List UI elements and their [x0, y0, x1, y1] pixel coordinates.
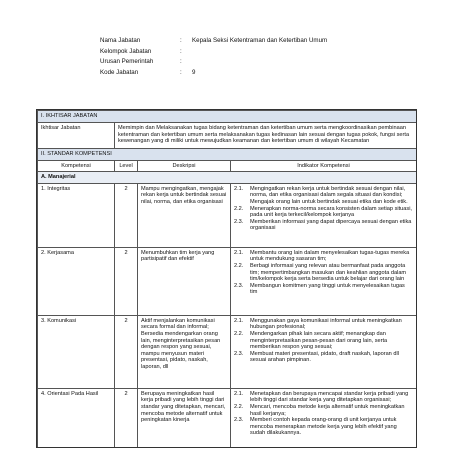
- indikator-number: 2.2.: [234, 331, 244, 338]
- ikhtisar-label: Ikhtisar Jabatan: [38, 123, 115, 149]
- header-sep: :: [180, 68, 182, 76]
- level-cell: 2: [115, 184, 138, 248]
- table-row: [38, 248, 417, 316]
- section-ikhtisar-title: I. IKHTISAR JABATAN: [38, 111, 417, 123]
- indikator-text: Memberi contoh kepada orang-orang di unit kerjanya untuk mencoba menerapkan metode kerja yang lebih efektif yang sudah dilakukannya.: [250, 417, 397, 437]
- indikator-number: 2.3.: [234, 218, 244, 225]
- section-standar-title: II. STANDAR KOMPETENSI: [38, 148, 417, 160]
- header-value: 9: [192, 68, 196, 76]
- kompetensi-cell: 3. Komunikasi: [38, 316, 115, 389]
- header-row-kelompok: [100, 47, 327, 58]
- indikator-number: 2.2.: [234, 205, 244, 212]
- deskripsi-cell: Mampu mengingatkan, mengajak rekan kerja untuk bertindak sesuai nilai, norma, dan etika organisasi: [138, 184, 231, 248]
- header-row-urusan: [100, 57, 327, 68]
- competency-table: [37, 110, 417, 448]
- indikator-item: [234, 417, 413, 437]
- indikator-number: 2.3.: [234, 282, 244, 289]
- column-header-indikator: Indikator Kompetensi: [231, 160, 417, 172]
- indikator-item: [234, 351, 413, 364]
- deskripsi-cell: Berupaya meningkatkan hasil kerja pribadi yang lebih tinggi dari standar yang ditetapkan, mencari, mencoba metode alternatif untuk peningkatan kinerja: [138, 389, 231, 448]
- competency-sheet: [36, 109, 417, 448]
- header-row-kode: [100, 68, 327, 79]
- header-label: Kelompok Jabatan: [100, 47, 152, 55]
- indikator-text: Memberikan informasi yang dapat dipercaya sesuai dengan etika organisasi: [250, 218, 412, 232]
- indikator-item: [234, 283, 413, 296]
- level-cell: 2: [115, 316, 138, 389]
- indikator-text: Menetapkan dan berupaya mencapai standar kerja pribadi yang lebih tinggi dari standar kerja yang ditetapkan organisasi;: [250, 390, 409, 404]
- indikator-item: [234, 250, 413, 263]
- header-label: Nama Jabatan: [100, 37, 141, 44]
- deskripsi-cell: Aktif menjalankan komunikasi secara formal dan informal; Bersedia mendengarkan orang lain, menginterpretasikan pesan dengan respon yang sesuai, mampu menyusun materi presentasi, pidato, naskah, laporan, dll: [138, 316, 231, 389]
- indikator-cell: [231, 184, 417, 248]
- level-cell: 2: [115, 248, 138, 316]
- header-sep: :: [180, 37, 182, 44]
- indikator-text: Menggunakan gaya komunikasi informal untuk meningkatkan hubungan profesional;: [250, 317, 402, 331]
- indikator-number: 2.3.: [234, 417, 244, 424]
- header-label: Kode Jabatan: [100, 68, 139, 76]
- table-row: [38, 316, 417, 389]
- indikator-text: Menerapkan norma-norma secara konsisten dalam setiap situasi, pada unit kerja terkecil/kelompok kerjanya: [250, 205, 412, 219]
- table-row: [38, 389, 417, 448]
- group-manajerial-title: A. Manajerial: [38, 172, 417, 184]
- indikator-number: 2.1.: [234, 317, 244, 324]
- header-sep: :: [180, 47, 182, 55]
- level-cell: 2: [115, 389, 138, 448]
- indikator-cell: [231, 248, 417, 316]
- indikator-text: Mendengarkan pihak lain secara aktif; menangkap dan menginterpretasikan pesan-pesan dari orang lain, serta memberikan respon yang sesuai;: [250, 331, 388, 351]
- indikator-item: [234, 331, 413, 351]
- indikator-text: Mengingatkan rekan kerja untuk bertindak sesuai dengan nilai, norma, dan etika organisasi dalam segala situasi dan kondisi; Mengajak orang lain untuk bertindak sesuai etika dan kode etik.: [250, 185, 408, 206]
- indikator-text: Membuat materi presentasi, pidato, draft naskah, laporan dll sesuai arahan pimpinan.: [250, 350, 399, 364]
- indikator-text: Berbagi informasi yang relevan atau bermanfaat pada anggota tim; mempertimbangkan masukan dan keahlian anggota dalam tim/kelompok kerja serta bersedia untuk belajar dari orang lain: [250, 263, 407, 283]
- indikator-item: [234, 263, 413, 283]
- indikator-number: 2.1.: [234, 249, 244, 256]
- indikator-number: 2.1.: [234, 390, 244, 397]
- indikator-number: 2.2.: [234, 263, 244, 270]
- indikator-item: [234, 206, 413, 219]
- indikator-item: [234, 186, 413, 206]
- deskripsi-cell: Menumbuhkan tim kerja yang partisipatif dan efektif: [138, 248, 231, 316]
- column-header-level: Level: [115, 160, 138, 172]
- kompetensi-cell: 1. Integritas: [38, 184, 115, 248]
- indikator-item: [234, 391, 413, 404]
- indikator-number: 2.2.: [234, 404, 244, 411]
- indikator-item: [234, 404, 413, 417]
- kompetensi-cell: 4. Orientasi Pada Hasil: [38, 389, 115, 448]
- indikator-item: [234, 318, 413, 331]
- header-sep: :: [180, 58, 182, 65]
- header-label: Urusan Pemerintah: [100, 58, 154, 65]
- indikator-number: 2.1.: [234, 185, 244, 192]
- kompetensi-cell: 2. Kerjasama: [38, 248, 115, 316]
- header-row-nama: [100, 36, 327, 47]
- indikator-number: 2.3.: [234, 350, 244, 357]
- column-header-deskripsi: Deskripsi: [138, 160, 231, 172]
- job-header: [100, 36, 327, 78]
- ikhtisar-text: Memimpin dan Melaksanakan tugas bidang ketentraman dan ketertiban umum serta mengkoordinasikan pembinaan ketentraman dan ketertiban umum serta melaksanakan tugas kedinasan lain sesuai dengan tugas pokok, fungsi serta kewenangan yang di miliki untuk mewujudkan keamanan dan ketertiban umum di wilayah Kecamatan: [115, 123, 417, 149]
- indikator-cell: [231, 389, 417, 448]
- indikator-text: Mencari, mencoba metode kerja alternatif untuk meningkatkan hasil kerjanya;: [250, 404, 405, 417]
- indikator-text: Membantu orang lain dalam menyelesaikan tugas-tugas mereka untuk mendukung sasaran tim;: [250, 249, 410, 263]
- indikator-cell: [231, 316, 417, 389]
- indikator-text: Membangun komitmen yang tinggi untuk menyelesaikan tugas tim: [250, 282, 405, 296]
- header-value: Kepala Seksi Ketentraman dan Ketertiban Umum: [192, 37, 328, 44]
- column-header-kompetensi: Kompetensi: [38, 160, 115, 172]
- indikator-item: [234, 219, 413, 232]
- table-row: [38, 184, 417, 248]
